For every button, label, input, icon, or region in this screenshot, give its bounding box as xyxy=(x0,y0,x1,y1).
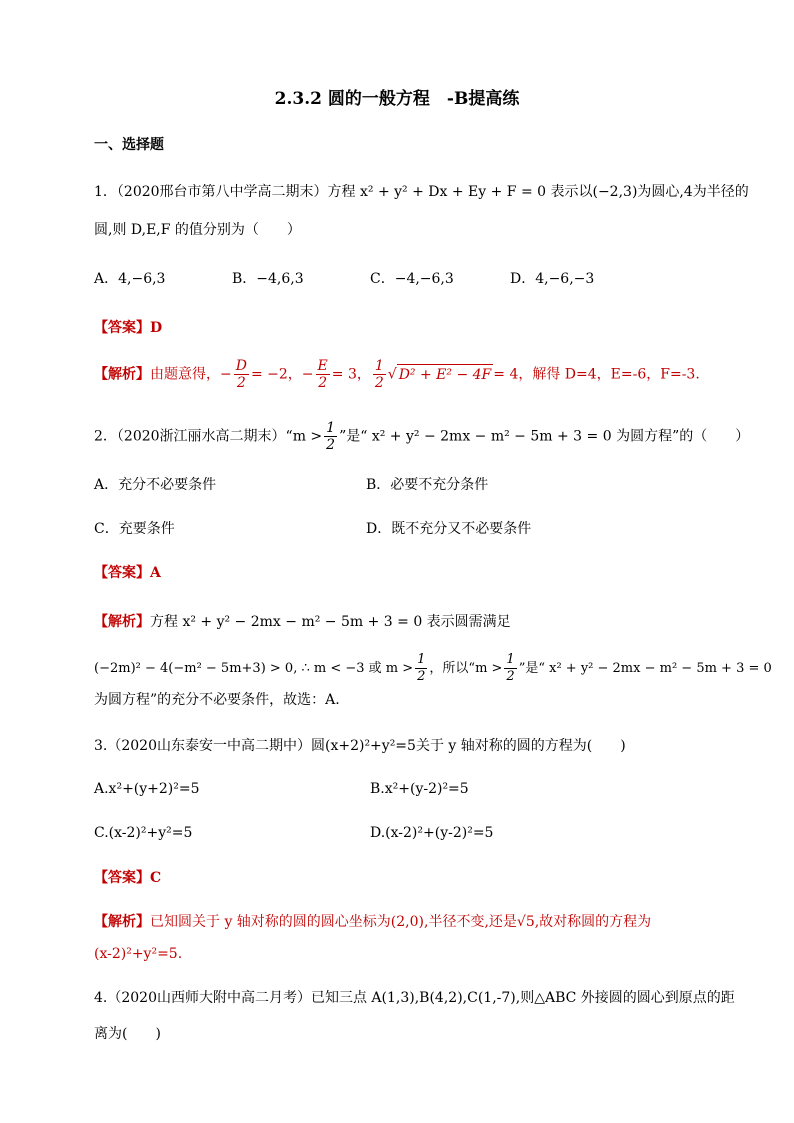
q3-analysis-line1 xyxy=(94,912,651,932)
q2-analysis-tag: 【解析】 xyxy=(94,614,150,630)
q1-analysis-d: = 4，解得 D=4，E=-6，F=-3. xyxy=(493,366,700,383)
q3-stem: 3.（2020山东泰安一中高二期中）圆(x+2)²+y²=5关于 y 轴对称的圆的方程为( ) xyxy=(94,738,626,754)
q2-answer: 【答案】A xyxy=(94,565,161,581)
q1-analysis-b: = −2，− xyxy=(250,366,314,383)
section-heading: 一、选择题 xyxy=(94,137,164,153)
q3-analysis-1: 已知圆关于 y 轴对称的圆的圆心坐标为(2,0),半径不变,还是√5,故对称圆的方程为 xyxy=(150,914,652,930)
q3-analysis-line2: (x-2)²+y²=5. xyxy=(94,946,183,962)
q2-stem-b: ”是“ x² + y² − 2mx − m² − 5m + 3 = 0 为圆方程”的（ ） xyxy=(339,428,750,445)
q1-option-a: A．4,−6,3 xyxy=(94,271,166,287)
q1-fraction-half: $\frac{1}{2}$ xyxy=(374,358,384,391)
q1-option-b: B．−4,6,3 xyxy=(232,271,304,287)
q3-option-b: B.x²+(y-2)²=5 xyxy=(370,781,469,797)
q3-option-c: C.(x-2)²+y²=5 xyxy=(94,825,193,841)
q2-option-d: D．既不充分又不必要条件 xyxy=(366,521,532,537)
q2-option-b: B．必要不充分条件 xyxy=(366,477,489,493)
page-title: 2.3.2 圆的一般方程 -B提高练 xyxy=(274,89,520,109)
q1-sqrt-body: D² + E² − 4F xyxy=(397,364,494,385)
q1-stem-line1: 1．（2020邢台市第八中学高二期末）方程 x² + y² + Dx + Ey + F = 0 表示以(−2,3)为圆心,4为半径的 xyxy=(94,184,749,200)
q2-analysis-fraction-2: $\frac{1}{2}$ xyxy=(506,652,515,684)
q4-stem-line2: 离为( ) xyxy=(94,1026,161,1042)
q3-option-d: D.(x-2)²+(y-2)²=5 xyxy=(370,825,494,841)
q2-analysis-fraction-1: $\frac{1}{2}$ xyxy=(417,652,426,684)
q4-stem-line1: 4.（2020山西师大附中高二月考）已知三点 A(1,3),B(4,2),C(1,-7),则△ABC 外接圆的圆心到原点的距 xyxy=(94,990,735,1006)
q3-answer: 【答案】C xyxy=(94,870,162,886)
q2-analysis-2c: ”是“ x² + y² − 2mx − m² − 5m + 3 = 0 xyxy=(518,661,772,676)
q2-stem-a: 2．（2020浙江丽水高二期末）“m > xyxy=(94,428,323,445)
q2-option-a: A．充分不必要条件 xyxy=(94,477,217,493)
q1-analysis xyxy=(94,358,700,391)
q2-option-c: C．充要条件 xyxy=(94,521,175,537)
q2-stem xyxy=(94,420,749,453)
q3-analysis-tag: 【解析】 xyxy=(94,914,150,930)
q2-analysis-1: 方程 x² + y² − 2mx − m² − 5m + 3 = 0 表示圆需满足 xyxy=(150,614,511,630)
q2-analysis-2a: (−2m)² − 4(−m² − 5m+3) > 0, ∴ m < −3 或 m > xyxy=(94,661,414,676)
q1-analysis-a: 由题意得，− xyxy=(150,366,232,383)
q1-fraction-e: $\frac{E}{2}$ xyxy=(317,358,328,391)
q2-analysis-line3: 为圆方程”的充分不必要条件，故选：A. xyxy=(94,692,340,708)
q1-sqrt-icon: √ xyxy=(387,366,397,383)
q1-option-d: D．4,−6,−3 xyxy=(510,271,595,287)
q1-stem-line2: 圆,则 D,E,F 的值分别为（ ） xyxy=(94,222,301,238)
q1-answer: 【答案】D xyxy=(94,320,163,336)
q1-option-c: C．−4,−6,3 xyxy=(370,271,454,287)
q2-fraction-half: $\frac{1}{2}$ xyxy=(326,420,336,453)
q3-option-a: A.x²+(y+2)²=5 xyxy=(94,781,200,797)
q2-analysis-line2 xyxy=(94,652,772,685)
q2-analysis-line1 xyxy=(94,612,511,632)
q1-analysis-c: = 3， xyxy=(331,366,371,383)
q1-analysis-tag: 【解析】 xyxy=(94,366,150,383)
q2-analysis-2b: ，所以“m > xyxy=(429,661,503,676)
q1-fraction-d: $\frac{D}{2}$ xyxy=(235,358,247,391)
